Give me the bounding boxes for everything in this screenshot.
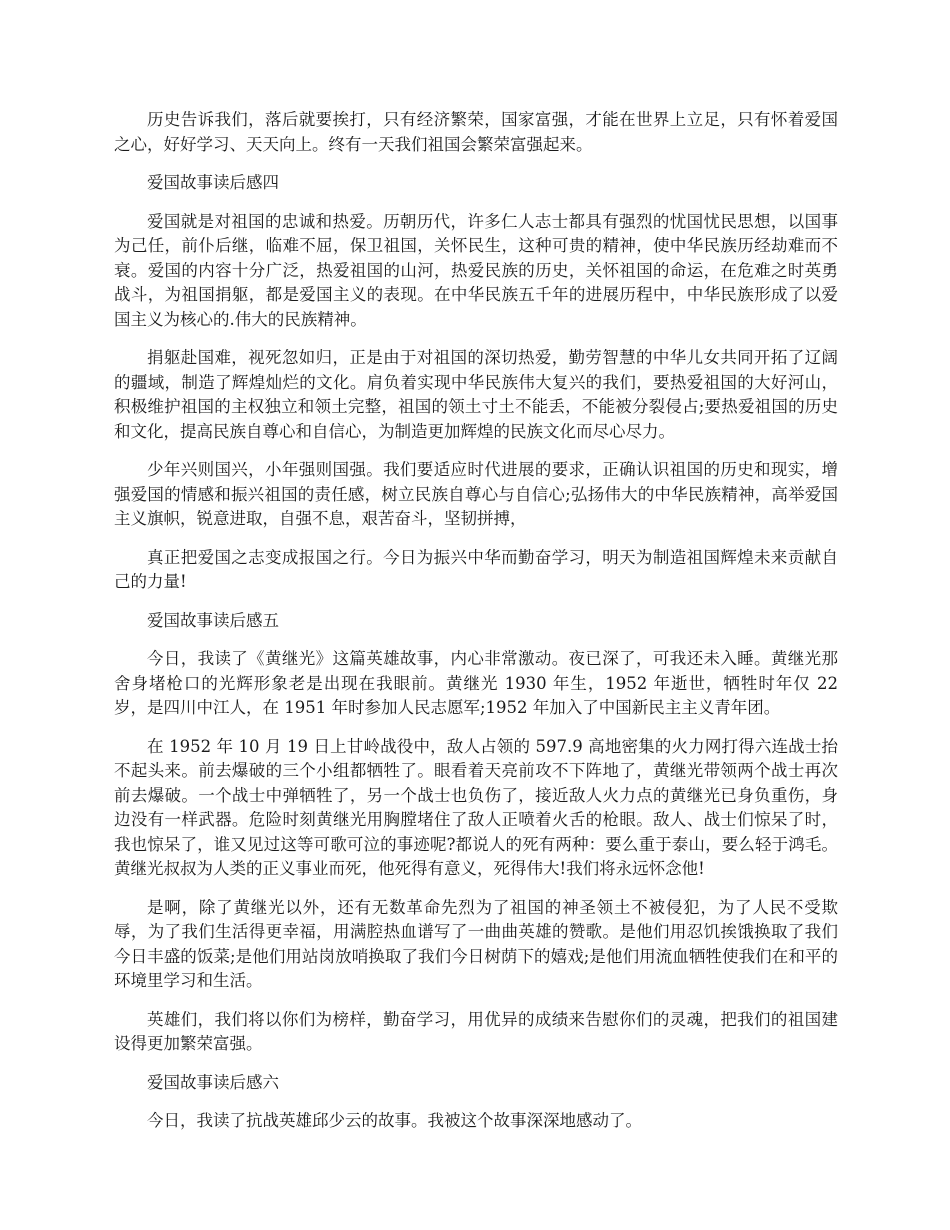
paragraph: 是啊，除了黄继光以外，还有无数革命先烈为了祖国的神圣领土不被侵犯，为了人民不受欺辱，为了我们生活得更幸福，用满腔热血谱写了一曲曲英雄的赞歌。是他们用忍饥挨饿换取了我们今日丰盛的饭菜;是他们用站岗放哨换取了我们今日树荫下的嬉戏;是他们用流血牺牲使我们在和平的环境里学习和生活。 (114, 897, 838, 990)
section-heading: 爱国故事读后感五 (147, 610, 279, 630)
paragraph: 英雄们，我们将以你们为榜样，勤奋学习，用优异的成绩来告慰你们的灵魂，把我们的祖国建设得更加繁荣富强。 (114, 1009, 838, 1053)
paragraph: 捐躯赴国难，视死忽如归，正是由于对祖国的深切热爱，勤劳智慧的中华儿女共同开拓了辽阔的疆域，制造了辉煌灿烂的文化。肩负着实现中华民族伟大复兴的我们，要热爱祖国的大好河山，积极维护祖国的主权独立和领土完整，祖国的领土寸土不能丢，不能被分裂侵占;要热爱祖国的历史和文化，提高民族自尊心和自信心，为制造更加辉煌的民族文化而尽心尽力。 (114, 348, 838, 441)
paragraph: 少年兴则国兴，小年强则国强。我们要适应时代进展的要求，正确认识祖国的历史和现实，增强爱国的情感和振兴祖国的责任感，树立民族自尊心与自信心;弘扬伟大的中华民族精神，高举爱国主义旗帜，锐意进取，自强不息，艰苦奋斗，坚韧拼搏， (114, 460, 838, 528)
paragraph: 真正把爱国之志变成报国之行。今日为振兴中华而勤奋学习，明天为制造祖国辉煌未来贡献自己的力量! (114, 547, 838, 591)
document-page (114, 108, 838, 1148)
paragraph: 历史告诉我们，落后就要挨打，只有经济繁荣，国家富强，才能在世界上立足，只有怀着爱国之心，好好学习、天天向上。终有一天我们祖国会繁荣富强起来。 (114, 110, 838, 154)
paragraph: 爱国就是对祖国的忠诚和热爱。历朝历代，许多仁人志士都具有强烈的忧国忧民思想，以国事为己任，前仆后继，临难不屈，保卫祖国，关怀民生，这种可贵的精神，使中华民族历经劫难而不衰。爱国的内容十分广泛，热爱祖国的山河，热爱民族的历史，关怀祖国的命运，在危难之时英勇战斗，为祖国捐躯，都是爱国主义的表现。在中华民族五千年的进展历程中，中华民族形成了以爱国主义为核心的.伟大的民族精神。 (114, 211, 838, 329)
section-heading: 爱国故事读后感六 (147, 1072, 279, 1092)
paragraph: 今日，我读了抗战英雄邱少云的故事。我被这个故事深深地感动了。 (147, 1111, 642, 1130)
section-heading: 爱国故事读后感四 (147, 173, 279, 192)
paragraph: 今日，我读了《黄继光》这篇英雄故事，内心非常激动。夜已深了，可我还未入睡。黄继光那舍身堵枪口的光辉形象老是出现在我眼前。黄继光 1930 年生，1952 年逝世，牺牲时年仅 22 岁，是四川中江人，在 1951 年时参加人民志愿军;1952 年加入了中国新民主主义青年团。 (114, 649, 838, 717)
paragraph: 在 1952 年 10 月 19 日上甘岭战役中，敌人占领的 597.9 高地密集的火力网打得六连战士抬不起头来。前去爆破的三个小组都牺牲了。眼看着天亮前攻不下阵地了，黄继光带领两个战士再次前去爆破。一个战士中弹牺牲了，另一个战士也负伤了，接近敌人火力点的黄继光已身负重伤，身边没有一样武器。危险时刻黄继光用胸膛堵住了敌人正喷着火舌的枪眼。敌人、战士们惊呆了时，我也惊呆了，谁又见过这等可歌可泣的事迹呢?都说人的死有两种：要么重于泰山，要么轻于鸿毛。黄继光叔叔为人类的正义事业而死，他死得有意义，死得伟大!我们将永远怀念他! (114, 736, 838, 878)
